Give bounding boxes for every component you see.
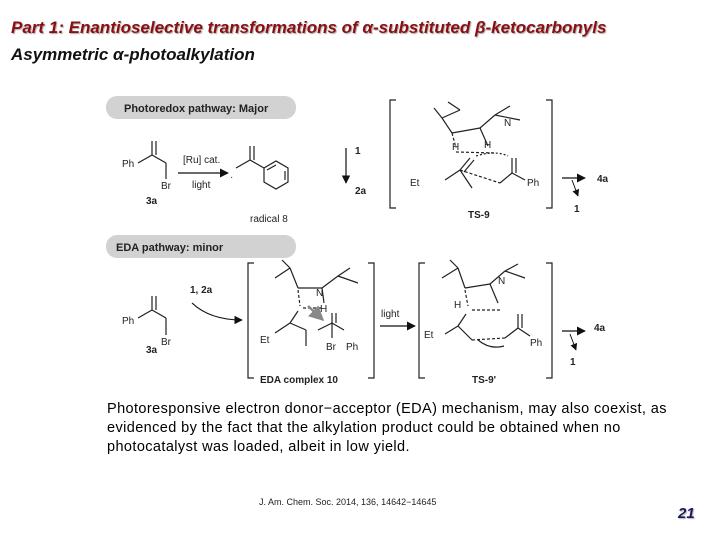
ph-label-top: Ph: [122, 159, 135, 170]
reagent-2a-top: 2a: [355, 186, 367, 197]
ts9-prime-label: TS-9': [472, 375, 497, 386]
ts9p-bracket-left: [419, 263, 425, 378]
reaction-scheme: [100, 88, 620, 393]
n-label-eda: N: [316, 288, 324, 299]
substrate-3a-bottom: [138, 296, 166, 335]
explanation-paragraph: Photoresponsive electron donor−acceptor (EDA) mechanism, may also coexist, as evidenced by the fact that the alkylation product could be obtained when no photocatalyst was loaded, albeit in low yield.: [107, 401, 667, 455]
n-label-ts9: N: [504, 118, 512, 129]
radical-8-structure: [236, 146, 288, 189]
substrate-3a-top: [138, 141, 166, 179]
n-label-ts9p: N: [498, 276, 506, 287]
h-label-ts9p: H: [454, 300, 462, 311]
reagent-1-2a-bottom: 1, 2a: [190, 285, 213, 296]
slide-subtitle: Asymmetric α-photoalkylation: [11, 45, 255, 64]
h-label-eda: H: [320, 304, 328, 315]
eda-bracket-right: [368, 263, 374, 378]
et-label-eda: Et: [260, 335, 270, 346]
et-label-top: Et: [410, 178, 420, 189]
eda-header-label: EDA pathway: minor: [116, 242, 224, 254]
radical-dot: ·: [230, 172, 234, 183]
product-1-bottom: 1: [570, 357, 576, 368]
citation: J. Am. Chem. Soc. 2014, 136, 14642−14645: [259, 497, 437, 507]
page-number: 21: [678, 505, 695, 522]
release-arrow-bottom: [570, 334, 576, 350]
ph-label-ts9: Ph: [527, 178, 540, 189]
reagent-1-top: 1: [355, 146, 361, 157]
ts9-bracket-left: [390, 100, 396, 208]
light-label-bottom: light: [381, 309, 400, 320]
ph-label-bottom: Ph: [122, 316, 135, 327]
br-label-bottom: Br: [161, 337, 171, 348]
ph-label-eda: Ph: [346, 342, 359, 353]
eda-bracket-left: [248, 263, 254, 378]
br-label-eda: Br: [326, 342, 336, 353]
product-1-top: 1: [574, 204, 580, 215]
ts9-bracket-right: [546, 100, 552, 208]
eda-complex-structure: [275, 260, 358, 346]
radical-8-label: radical 8: [250, 214, 288, 225]
ts9p-bracket-right: [546, 263, 552, 378]
ts9-structure: [434, 102, 525, 188]
compound-3a-top: 3a: [146, 196, 158, 207]
compound-3a-bottom: 3a: [146, 345, 158, 356]
h-label-ts9-b: H: [484, 140, 492, 151]
slide-title: Part 1: Enantioselective transformations of α-substituted β-ketocarbonyls: [11, 18, 607, 37]
eda-reagent-arrow: [192, 303, 242, 320]
ru-catalyst-label: [Ru] cat.: [183, 155, 221, 166]
product-4a-bottom: 4a: [594, 323, 606, 334]
product-4a-top: 4a: [597, 174, 609, 185]
h-label-ts9-a: H: [452, 142, 460, 153]
light-label-top: light: [192, 180, 211, 191]
ts9-label: TS-9: [468, 210, 490, 221]
et-label-ts9p: Et: [424, 330, 434, 341]
eda-complex-label: EDA complex 10: [260, 375, 338, 386]
release-arrow-top: [572, 180, 578, 196]
ph-label-ts9p: Ph: [530, 338, 543, 349]
photoredox-header-label: Photoredox pathway: Major: [124, 103, 269, 115]
br-label-top: Br: [161, 181, 171, 192]
